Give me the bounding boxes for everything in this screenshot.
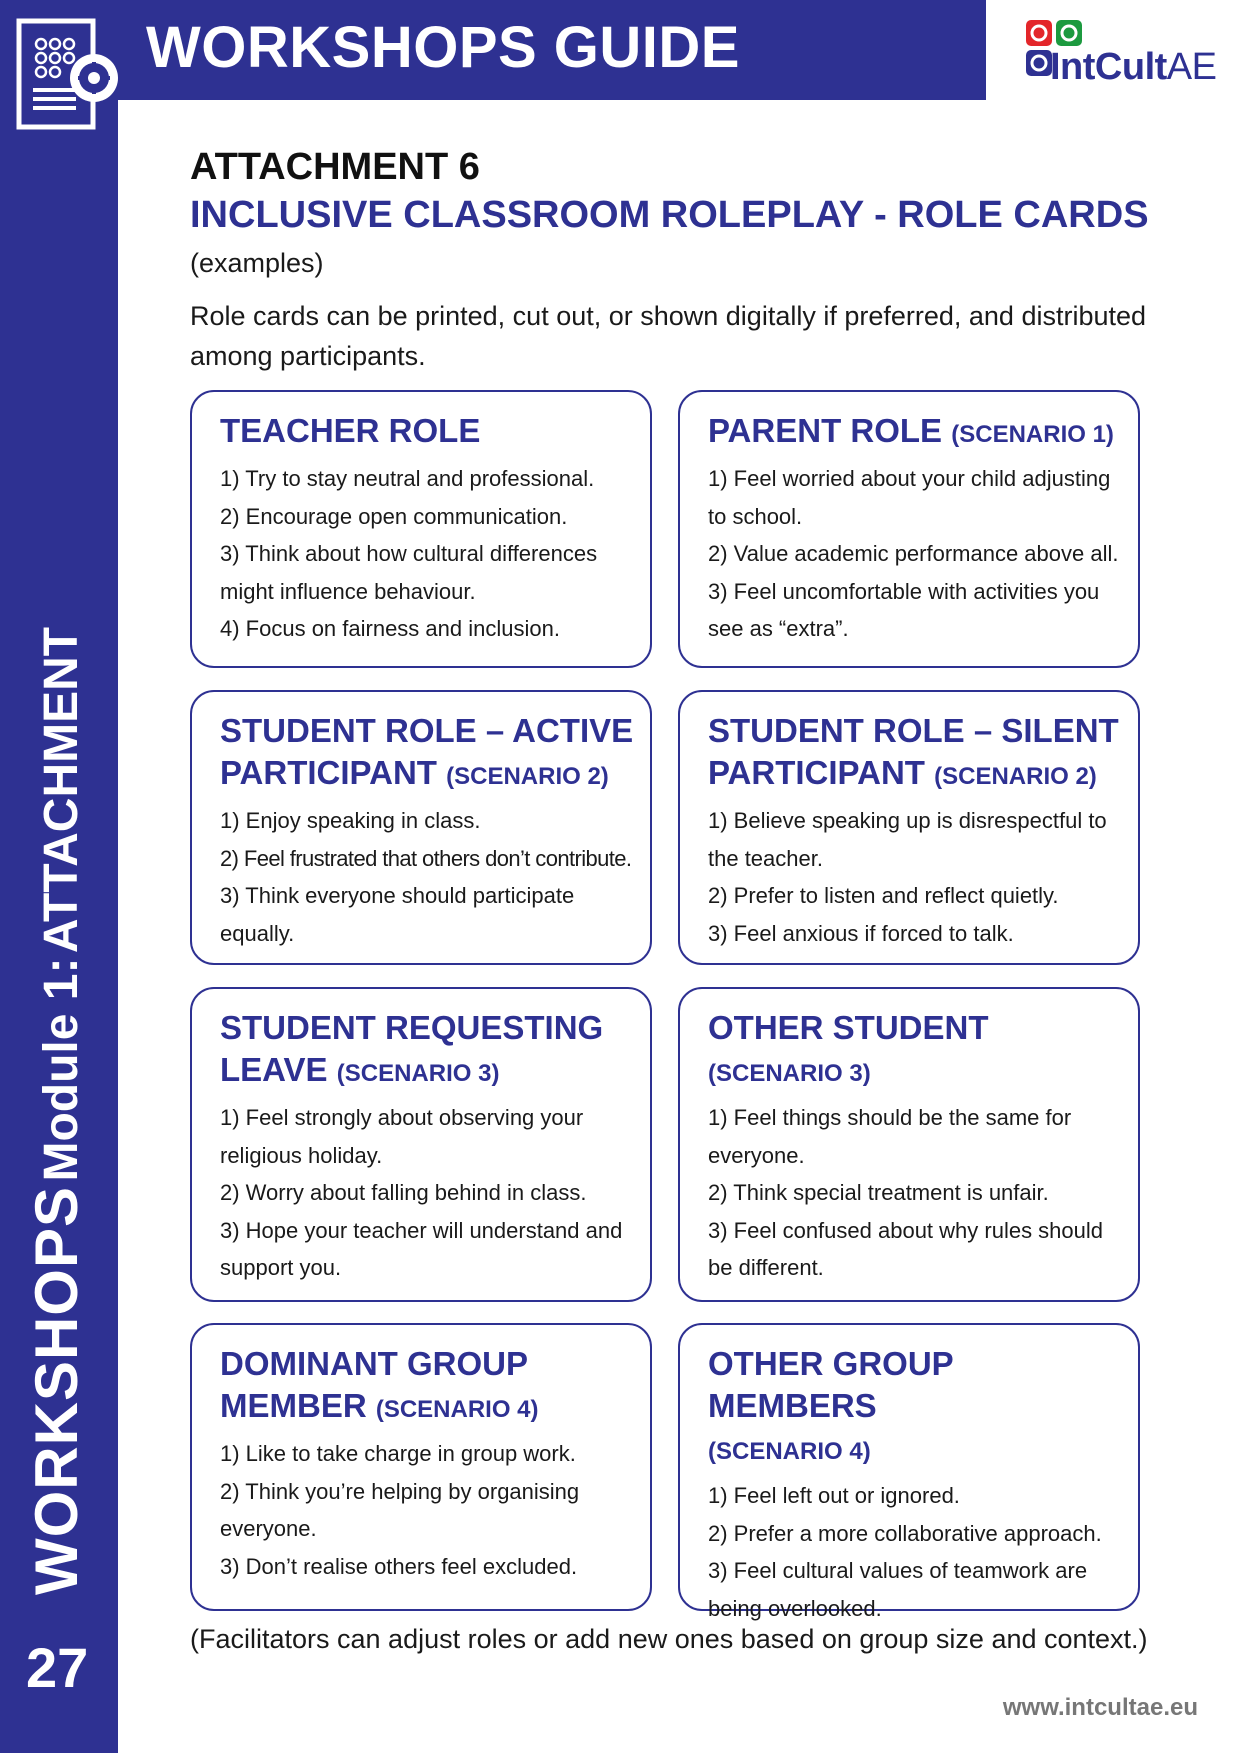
role-card-other-members: [678, 1323, 1140, 1621]
page-subtitle: (examples): [190, 248, 324, 278]
list-item: 2) Prefer to listen and reflect quietly.: [708, 883, 1059, 908]
list-item: 2) Worry about falling behind in class.: [220, 1180, 587, 1205]
role-card-list: [708, 1099, 1122, 1287]
guide-title: WORKSHOPS GUIDE: [146, 15, 740, 80]
attachment-heading: ATTACHMENT 6: [190, 146, 480, 188]
list-item: 3) Don’t realise others feel excluded.: [220, 1553, 578, 1579]
list-item: 2) Think you’re helping by organising everyone.: [220, 1478, 580, 1541]
role-card-list: [708, 460, 1122, 648]
list-item: 1) Try to stay neutral and professional.: [220, 466, 595, 491]
list-item: 2) Feel frustrated that others don’t contribute.: [220, 845, 632, 871]
list-item: 1) Enjoy speaking in class.: [220, 808, 481, 833]
list-item: 1) Feel worried about your child adjusting to school.: [708, 466, 1111, 529]
role-card-list: [708, 802, 1122, 952]
list-item: 4) Focus on fairness and inclusion.: [220, 616, 560, 641]
role-card-title: DOMINANT GROUP MEMBER (SCENARIO 4): [220, 1345, 539, 1424]
document-gear-icon: [16, 18, 120, 130]
logo-wordmark: IntCultAE: [1050, 46, 1217, 88]
list-item: 2) Think special treatment is unfair.: [708, 1180, 1049, 1205]
list-item: 2) Prefer a more collaborative approach.: [708, 1520, 1102, 1546]
page-number: 27: [26, 1636, 89, 1699]
list-item: 3) Think about how cultural differences might influence behaviour.: [220, 541, 598, 604]
list-item: 3) Feel anxious if forced to talk.: [708, 920, 1014, 946]
list-item: 3) Feel confused about why rules should be different.: [708, 1217, 1104, 1280]
list-item: 2) Encourage open communication.: [220, 503, 568, 529]
role-card-list: [220, 460, 634, 648]
intcultae-logo: [1024, 18, 1217, 90]
role-card-title: TEACHER ROLE: [220, 412, 481, 449]
role-card-title: OTHER STUDENT (SCENARIO 3): [708, 1009, 989, 1087]
list-item: 1) Feel left out or ignored.: [708, 1483, 960, 1508]
role-card-list: [220, 1099, 634, 1287]
role-card-list: [220, 1435, 634, 1585]
role-card-title: PARENT ROLE (SCENARIO 1): [708, 412, 1114, 449]
list-item: 3) Hope your teacher will understand and support you.: [220, 1217, 623, 1280]
list-item: 3) Feel cultural values of teamwork are being overlooked.: [708, 1558, 1088, 1621]
role-card-teacher: [190, 390, 652, 668]
role-card-student-silent: [678, 690, 1140, 965]
role-card-other-student: [678, 987, 1140, 1302]
role-card-list: [220, 802, 634, 952]
role-card-title: STUDENT REQUESTING LEAVE (SCENARIO 3): [220, 1009, 604, 1088]
role-card-student-active: [190, 690, 652, 965]
role-card-title: OTHER GROUP MEMBERS (SCENARIO 4): [708, 1345, 954, 1465]
list-item: 1) Feel things should be the same for everyone.: [708, 1105, 1072, 1168]
list-item: 2) Value academic performance above all.: [708, 541, 1119, 566]
role-card-title: STUDENT ROLE – SILENT PARTICIPANT (SCENARIO 2): [708, 712, 1119, 791]
list-item: 1) Believe speaking up is disrespectful to the teacher.: [708, 808, 1107, 871]
role-card-parent: [678, 390, 1140, 668]
list-item: 1) Feel strongly about observing your religious holiday.: [220, 1105, 584, 1168]
role-card-title: STUDENT ROLE – ACTIVE PARTICIPANT (SCENARIO 2): [220, 712, 634, 791]
list-item: 1) Like to take charge in group work.: [220, 1441, 576, 1466]
role-card-dominant-member: [190, 1323, 652, 1611]
sidebar-section-label: WORKSHOPS Module 1: ATTACHMENT: [23, 626, 90, 1595]
role-card-list: [708, 1477, 1122, 1627]
footnote: (Facilitators can adjust roles or add new ones based on group size and context.): [190, 1624, 1148, 1654]
list-item: 3) Think everyone should participate equally.: [220, 883, 575, 946]
list-item: 3) Feel uncomfortable with activities you see as “extra”.: [708, 578, 1100, 641]
page-title: INCLUSIVE CLASSROOM ROLEPLAY - ROLE CARDS: [190, 194, 1149, 236]
website-link[interactable]: www.intcultae.eu: [1002, 1694, 1198, 1721]
intro-paragraph: Role cards can be printed, cut out, or shown digitally if preferred, and distributed among participants.: [190, 301, 1147, 371]
role-card-student-leave: [190, 987, 652, 1302]
